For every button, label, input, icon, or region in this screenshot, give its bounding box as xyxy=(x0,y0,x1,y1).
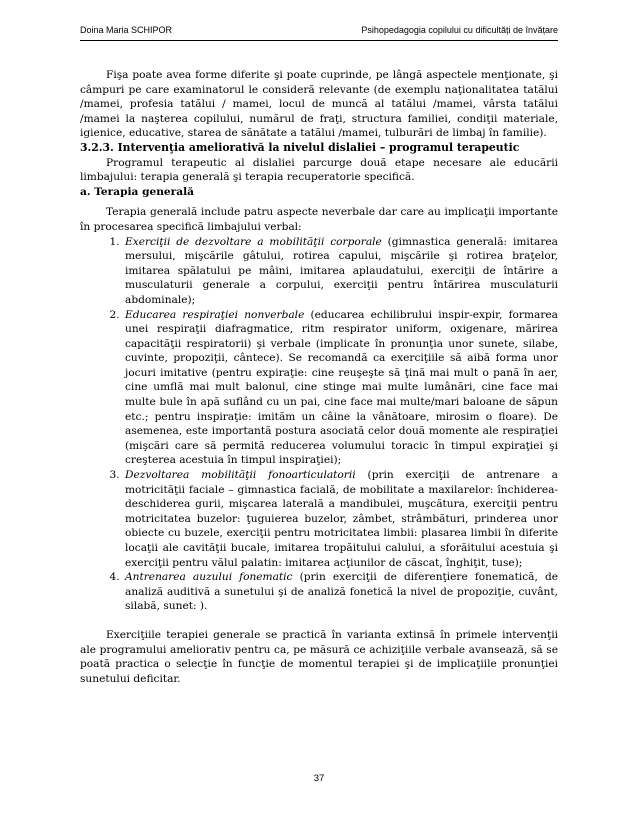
header-rule xyxy=(80,40,558,41)
list-item xyxy=(123,570,558,614)
intro-paragraph: Fişa poate avea forme diferite şi poate cuprinde, pe lângă aspectele menţionate, şi câmpuri pe care examinatorul le consideră relevante (de exemplu naţionalitatea tatălui /mamei, profesia tatălui / mamei, locul de muncă al tatălui /mamei, vârsta tatălui /mamei la naşterea copilului, numărul de fraţi, structura familiei, condiţii materiale, igienice, educative, starea de sănătate a tatălui /mamei, tulburări de limbaj în familie). xyxy=(80,69,558,140)
list-item-text: (gimnastica generală: imitarea mersului, mişcările gâtului, rotirea capului, mişcările şi rotirea braţelor, imitarea spălatului pe mâini, imitarea aplaudatului, exerciţii de întărire a musculaturii generale a corpului, exerciţii pentru întărirea musculaturii abdominale); xyxy=(125,235,558,306)
page-number: 37 xyxy=(313,773,325,784)
subsection-heading: a. Terapia generală xyxy=(80,185,195,198)
list-item-term: Antrenarea auzului fonematic xyxy=(125,571,293,584)
header-book-title: Psihopedagogia copilului cu dificultăți de învățare xyxy=(361,25,558,35)
section-paragraph: Programul terapeutic al dislaliei parcurge două etape necesare ale educării limbajului: terapia generală şi terapia recuperatorie specifică. xyxy=(80,156,558,184)
list-item xyxy=(123,235,558,308)
list-item-term: Exerciţii de dezvoltare a mobilităţii corporale xyxy=(125,235,382,248)
header-author: Doina Maria SCHIPOR xyxy=(80,25,173,35)
list-item xyxy=(123,308,558,469)
page-content xyxy=(80,68,558,686)
section-heading: 3.2.3. Intervenţia ameliorativă la nivelul dislaliei – programul terapeutic xyxy=(80,140,520,154)
list-item-term: Dezvoltarea mobilităţii fonoarticulatorii xyxy=(125,469,356,482)
subsection-paragraph: Terapia generală include patru aspecte neverbale dar care au implicaţii importante în procesarea specifică limbajului verbal: xyxy=(80,206,558,233)
running-header xyxy=(80,25,558,39)
closing-paragraph: Exerciţiile terapiei generale se practică în varianta extinsă în primele intervenţii ale programului ameliorativ pentru ca, pe măsură ce achiziţiile verbale avansează, să se poată practica o selecţie în funcţie de momentul terapiei şi de implicaţiile pronunţiei sunetului deficitar. xyxy=(80,628,558,685)
list-item xyxy=(123,468,558,570)
list-item-term: Educarea respiraţiei nonverbale xyxy=(125,308,305,321)
list-item-text: (educarea echilibrului inspir-expir, formarea unei respiraţii diafragmatice, ritm respirator uniform, oxigenare, mărirea capacităţii respiratorii) şi verbale (implicate în pronunţia unor sunete, silabe, cuvinte, propoziţii, cântece). Se recomandă ca exerciţiile să aibă forma unor jocuri imitative (pentru expiraţie: cine reuşeşte să ţină mai mult o pană în aer, cine umflă mai mult balonul, cine stinge mai multe lumânări, cine face mai multe bule în apă suflând cu un pai, cine face mai multe/mari baloane de săpun etc.; pentru inspiraţie: imităm un câine la vânătoare, mirosim o floare). De asemenea, este importantă postura asociată celor două momente ale respiraţiei (mişcări care să permită reducerea volumului toracic în timpul expiraţiei şi creşterea acestuia în timpul inspiraţiei); xyxy=(125,308,558,467)
list-item-text: (prin exerciţii de antrenare a motricităţii faciale – gimnastica facială, de mobilitate a maxilarelor: închiderea-deschiderea gurii, mişcarea laterală a mandibulei, muşcătura, exerciţii pentru motricitatea buzelor: ţuguierea buzelor, zâmbet, strâmbături, prinderea unor obiecte cu buzele, exerciţii pentru motricitatea limbii: plasarea limbii în diferite locaţii ale cavităţii bucale, imitarea tropăitului calului, a sforăitului acestuia şi exerciţii pentru vălul palatin: imitarea acţiunilor de căscat, înghiţit, tuse); xyxy=(125,469,558,569)
list-item-text: (prin exerciţii de diferenţiere fonematică, de analiză auditivă a sunetului şi de analiză fonetică la nivel de propoziţie, cuvânt, silabă, sunet: ). xyxy=(125,571,558,613)
therapy-list xyxy=(80,235,558,614)
